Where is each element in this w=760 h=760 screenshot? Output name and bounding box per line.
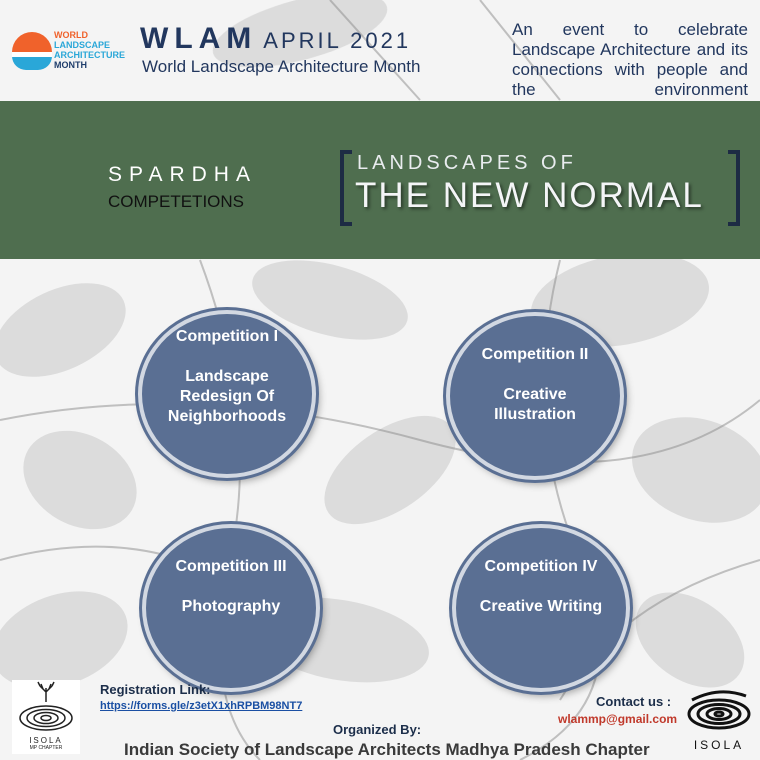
- organizer-name: Indian Society of Landscape Architects Madhya Pradesh Chapter: [124, 740, 650, 759]
- isola-left-sub: MP CHAPTER: [29, 745, 63, 751]
- tagline: [512, 20, 748, 100]
- page-subtitle: World Landscape Architecture Month: [142, 57, 421, 76]
- competition-card-3[interactable]: [142, 524, 320, 692]
- isola-left-name: ISOLA: [29, 736, 63, 745]
- competition-subject: Landscape: [185, 368, 269, 385]
- logo-line: ARCHITECTURE: [54, 50, 125, 60]
- tagline-line: connections with people and: [512, 60, 748, 79]
- competition-subject: Illustration: [494, 406, 576, 423]
- competition-title: Competition III: [175, 558, 287, 575]
- tagline-line: Landscape Architecture and its: [512, 40, 748, 59]
- isola-logo: [682, 684, 756, 756]
- logo-line: LANDSCAPE: [54, 40, 111, 50]
- tagline-line: the environment: [512, 80, 748, 99]
- competition-card-2[interactable]: [446, 312, 624, 480]
- logo-text: [54, 30, 125, 70]
- contact-email[interactable]: wlammp@gmail.com: [558, 712, 678, 726]
- competition-subject: Photography: [181, 598, 281, 615]
- wlam-logo: [8, 26, 128, 74]
- competition-title: Competition II: [481, 346, 589, 363]
- deer-spiral-icon: [12, 680, 80, 736]
- competition-subject: Redesign Of: [179, 388, 275, 405]
- competition-subject: Creative Writing: [479, 598, 603, 615]
- logo-line: MONTH: [54, 60, 87, 70]
- logo-arc-gap: [12, 52, 52, 57]
- isola-right-name: ISOLA: [693, 738, 745, 752]
- logo-line: WORLD: [54, 30, 88, 40]
- bracket-right: [728, 150, 740, 226]
- logo-arc-blue: [12, 56, 52, 70]
- competition-subject: Creative: [503, 386, 567, 403]
- isola-mp-logo: [12, 680, 80, 754]
- bracket-left: [340, 150, 352, 226]
- competition-card-4[interactable]: [452, 524, 630, 692]
- organized-by-label: Organized By:: [333, 722, 422, 737]
- header: [0, 0, 760, 100]
- competition-title: Competition I: [175, 328, 279, 345]
- competition-subject: Neighborhoods: [167, 408, 287, 425]
- spardha-label: SPARDHA: [108, 163, 257, 186]
- spiral-icon: [682, 684, 756, 736]
- contact-label: Contact us :: [596, 694, 672, 709]
- tagline-line: An event to celebrate: [512, 20, 748, 39]
- registration-label: Registration Link:: [100, 682, 211, 697]
- page-title: [140, 22, 411, 56]
- competition-title: Competition IV: [484, 558, 598, 575]
- registration-link[interactable]: https://forms.gle/z3etX1xhRPBM98NT7: [100, 700, 303, 712]
- theme-line-2: THE NEW NORMAL: [355, 176, 704, 215]
- theme-line-1: LANDSCAPES OF: [357, 152, 577, 174]
- competetions-label: COMPETETIONS: [108, 192, 245, 211]
- title-wlam: WLAM: [140, 22, 258, 55]
- title-date: APRIL 2021: [263, 28, 412, 53]
- competition-card-1[interactable]: [138, 310, 316, 478]
